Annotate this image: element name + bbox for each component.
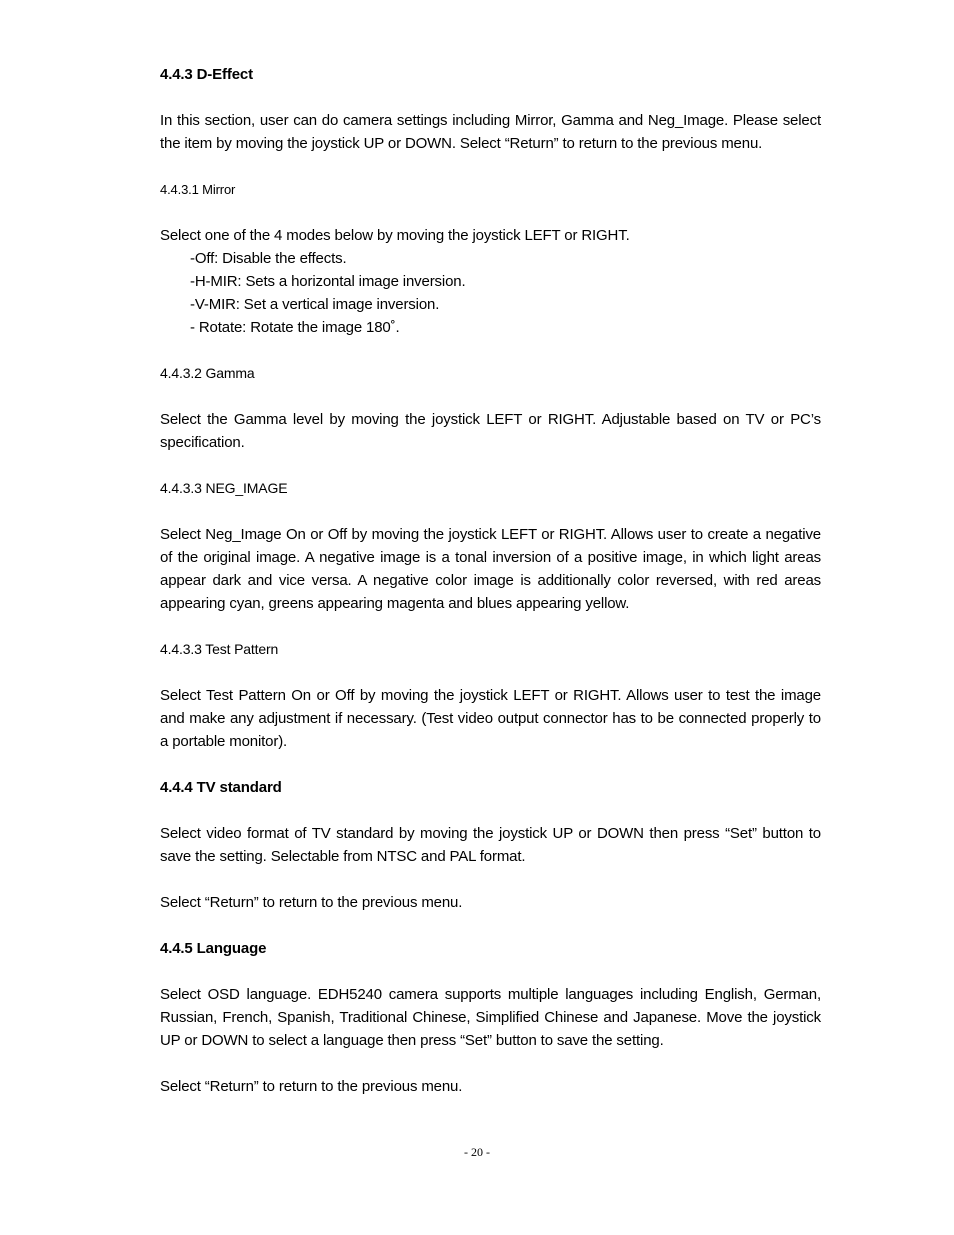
language-return-note: Select “Return” to return to the previous menu. [160, 1078, 463, 1095]
d-effect-intro: In this section, user can do camera settings including Mirror, Gamma and Neg_Image. Please select the item by moving the joystick UP or DOWN. Select “Return” to return to the previous menu. [160, 112, 821, 152]
subsection-heading-test-pattern: 4.4.3.3 Test Pattern [160, 641, 279, 657]
document-page [160, 63, 821, 1121]
gamma-body: Select the Gamma level by moving the joystick LEFT or RIGHT. Adjustable based on TV or PC’s specification. [160, 411, 821, 451]
mirror-mode-v-mir: -V-MIR: Set a vertical image inversion. [190, 296, 440, 313]
neg-image-body: Select Neg_Image On or Off by moving the joystick LEFT or RIGHT. Allows user to create a negative of the original image. A negative image is a tonal inversion of a positive image, in which light areas appear dark and vice versa. A negative color image is additionally color reversed, with red areas appearing cyan, greens appearing magenta and blues appearing yellow. [160, 526, 821, 612]
tv-standard-body: Select video format of TV standard by moving the joystick UP or DOWN then press “Set” button to save the setting. Selectable from NTSC and PAL format. [160, 825, 821, 865]
section-heading-tv-standard: 4.4.4 TV standard [160, 779, 282, 796]
page-number: - 20 - [464, 1145, 490, 1159]
mirror-mode-rotate: - Rotate: Rotate the image 180˚. [190, 319, 400, 336]
test-pattern-body: Select Test Pattern On or Off by moving the joystick LEFT or RIGHT. Allows user to test the image and make any adjustment if necessary. (Test video output connector has to be connected properly to a portable monitor). [160, 687, 821, 750]
mirror-mode-list [160, 247, 821, 339]
subsection-heading-neg-image: 4.4.3.3 NEG_IMAGE [160, 480, 288, 496]
subsection-heading-mirror: 4.4.3.1 Mirror [160, 182, 236, 197]
mirror-mode-off: -Off: Disable the effects. [190, 250, 347, 267]
section-heading-language: 4.4.5 Language [160, 940, 267, 957]
section-heading-d-effect: 4.4.3 D-Effect [160, 66, 253, 83]
subsection-heading-gamma: 4.4.3.2 Gamma [160, 365, 255, 381]
mirror-mode-h-mir: -H-MIR: Sets a horizontal image inversion. [190, 273, 466, 290]
mirror-intro: Select one of the 4 modes below by moving the joystick LEFT or RIGHT. [160, 227, 630, 244]
tv-standard-return-note: Select “Return” to return to the previous menu. [160, 894, 463, 911]
language-body: Select OSD language. EDH5240 camera supports multiple languages including English, German, Russian, French, Spanish, Traditional Chinese, Simplified Chinese and Japanese. Move the joystick UP or DOWN to select a language then press “Set” button to save the setting. [160, 986, 821, 1049]
